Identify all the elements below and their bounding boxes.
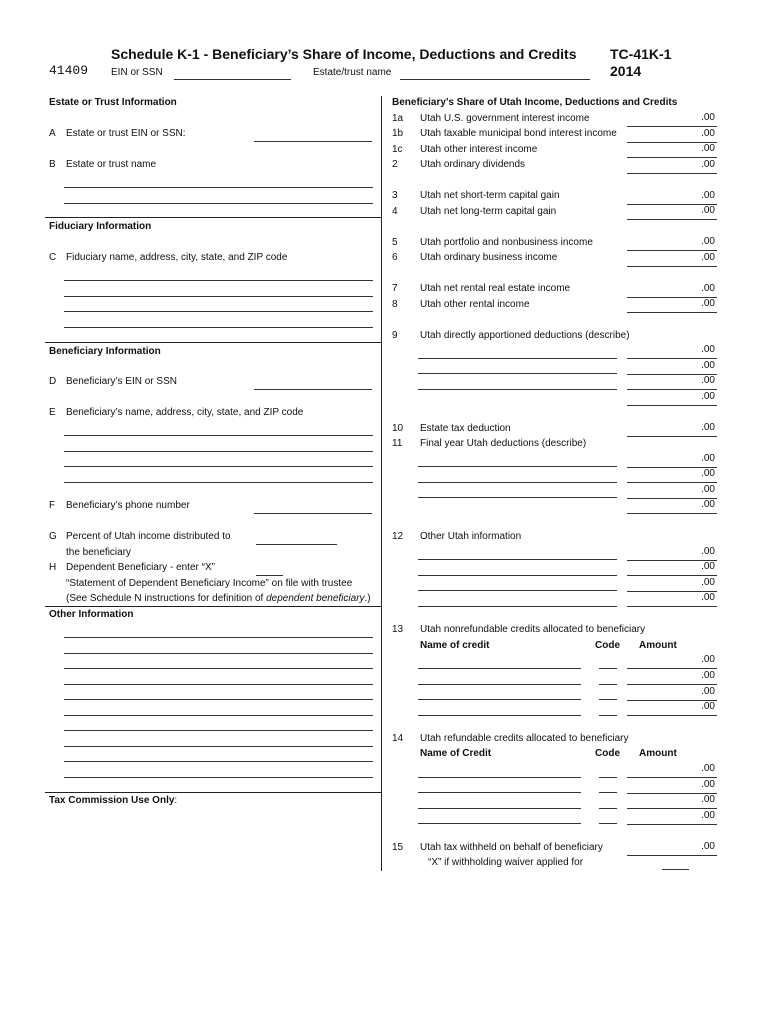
- line-8-label: Utah other rental income: [420, 299, 530, 310]
- item-a-label: Estate or trust EIN or SSN:: [66, 128, 186, 139]
- dependent-beneficiary-x-field[interactable]: [256, 575, 283, 576]
- fiduciary-section-heading: Fiduciary Information: [49, 221, 152, 232]
- line-11-amount-2[interactable]: .00: [627, 466, 717, 483]
- section-rule: [45, 792, 381, 793]
- line-9-number: 9: [392, 330, 398, 341]
- header-ein-label: EIN or SSN: [111, 67, 163, 78]
- line-12-desc-2[interactable]: [418, 575, 617, 576]
- line-9-amount-1[interactable]: .00: [627, 342, 717, 359]
- line-6-label: Utah ordinary business income: [420, 252, 558, 263]
- line-14-amount-1[interactable]: .00: [627, 761, 717, 778]
- utah-share-heading: Beneficiary’s Share of Utah Income, Deductions and Credits: [392, 97, 678, 108]
- line-1b-amount[interactable]: .00: [627, 126, 717, 143]
- item-d-label: Beneficiary’s EIN or SSN: [66, 376, 177, 387]
- item-e-letter: E: [49, 407, 56, 418]
- line-14-number: 14: [392, 733, 404, 744]
- line-14-code-2[interactable]: [599, 792, 617, 793]
- line-8-amount[interactable]: .00: [627, 296, 717, 313]
- estate-ein-field[interactable]: [254, 141, 372, 142]
- line-5-number: 5: [392, 237, 398, 248]
- line-14-code-4[interactable]: [599, 823, 617, 824]
- line-6-amount[interactable]: .00: [627, 250, 717, 267]
- line-14-name-3[interactable]: [418, 808, 581, 809]
- line-13-name-4[interactable]: [418, 715, 581, 716]
- line-13-code-3[interactable]: [599, 699, 617, 700]
- line-9-amount-2[interactable]: .00: [627, 358, 717, 375]
- estate-name-field-2[interactable]: [64, 203, 373, 204]
- beneficiary-address-field-4[interactable]: [64, 482, 373, 483]
- line-2-label: Utah ordinary dividends: [420, 159, 526, 170]
- item-c-label: Fiduciary name, address, city, state, and ZIP code: [66, 252, 288, 263]
- other-info-field-10[interactable]: [64, 777, 373, 778]
- line-11-amount-4[interactable]: .00: [627, 497, 717, 514]
- item-h-note: (See Schedule N instructions for definition of dependent beneficiary.): [66, 593, 371, 604]
- line-12-desc-1[interactable]: [418, 559, 617, 560]
- line-15-amount[interactable]: .00: [627, 839, 717, 856]
- line-9-amount-3[interactable]: .00: [627, 373, 717, 390]
- line-14-code-header: Code: [595, 748, 620, 759]
- line-12-amount-2[interactable]: .00: [627, 559, 717, 576]
- line-2-amount[interactable]: .00: [627, 157, 717, 174]
- line-13-label: Utah nonrefundable credits allocated to beneficiary: [420, 624, 646, 635]
- line-3-number: 3: [392, 190, 398, 201]
- line-14-code-3[interactable]: [599, 808, 617, 809]
- line-1a-amount[interactable]: .00: [627, 110, 717, 127]
- item-h-letter: H: [49, 562, 57, 573]
- line-13-code-header: Code: [595, 640, 620, 651]
- line-13-name-2[interactable]: [418, 684, 581, 685]
- line-1c-number: 1c: [392, 144, 403, 155]
- line-15-label: Utah tax withheld on behalf of beneficiary: [420, 842, 603, 853]
- line-1b-number: 1b: [392, 128, 404, 139]
- withholding-waiver-x-field[interactable]: [662, 869, 689, 870]
- other-info-field-1[interactable]: [64, 637, 373, 638]
- line-1a-label: Utah U.S. government interest income: [420, 113, 590, 124]
- line-14-name-1[interactable]: [418, 777, 581, 778]
- line-13-code-2[interactable]: [599, 684, 617, 685]
- line-11-desc-2[interactable]: [418, 482, 617, 483]
- beneficiary-address-field-3[interactable]: [64, 466, 373, 467]
- beneficiary-address-field-1[interactable]: [64, 435, 373, 436]
- beneficiary-address-field-2[interactable]: [64, 451, 373, 452]
- item-e-label: Beneficiary’s name, address, city, state, and ZIP code: [66, 407, 304, 418]
- line-13-name-3[interactable]: [418, 699, 581, 700]
- item-c-letter: C: [49, 252, 57, 263]
- line-2-number: 2: [392, 159, 398, 170]
- item-b-letter: B: [49, 159, 56, 170]
- line-13-name-header: Name of credit: [420, 640, 490, 651]
- item-g-label: Percent of Utah income distributed to: [66, 531, 231, 542]
- line-11-desc-1[interactable]: [418, 466, 617, 467]
- other-info-field-3[interactable]: [64, 668, 373, 669]
- line-13-amount-4[interactable]: .00: [627, 699, 717, 716]
- line-8-number: 8: [392, 299, 398, 310]
- beneficiary-section-heading: Beneficiary Information: [49, 346, 161, 357]
- line-14-code-1[interactable]: [599, 777, 617, 778]
- beneficiary-ein-field[interactable]: [254, 389, 372, 390]
- line-3-label: Utah net short-term capital gain: [420, 190, 560, 201]
- item-d-letter: D: [49, 376, 57, 387]
- line-13-code-4[interactable]: [599, 715, 617, 716]
- fiduciary-field-4[interactable]: [64, 327, 373, 328]
- item-b-label: Estate or trust name: [66, 159, 157, 170]
- line-3-amount[interactable]: .00: [627, 188, 717, 205]
- other-info-field-7[interactable]: [64, 730, 373, 731]
- line-13-number: 13: [392, 624, 404, 635]
- line-12-number: 12: [392, 531, 404, 542]
- line-12-desc-4[interactable]: [418, 606, 617, 607]
- line-7-label: Utah net rental real estate income: [420, 283, 571, 294]
- item-g-letter: G: [49, 531, 57, 542]
- form-title: Schedule K-1 - Beneficiary’s Share of Income, Deductions and Credits: [111, 46, 577, 62]
- line-7-amount[interactable]: .00: [627, 281, 717, 298]
- line-4-number: 4: [392, 206, 398, 217]
- section-rule: [45, 606, 381, 607]
- line-13-amount-header: Amount: [639, 640, 677, 651]
- header-estate-name-label: Estate/trust name: [313, 67, 392, 78]
- header-estate-name-field[interactable]: [400, 79, 590, 80]
- line-12-amount-1[interactable]: .00: [627, 544, 717, 561]
- line-1c-amount[interactable]: .00: [627, 141, 717, 158]
- line-1c-label: Utah other interest income: [420, 144, 538, 155]
- tax-commission-use-label: Tax Commission Use Only:: [49, 795, 178, 806]
- other-info-field-9[interactable]: [64, 761, 373, 762]
- other-info-field-5[interactable]: [64, 699, 373, 700]
- line-4-amount[interactable]: .00: [627, 203, 717, 220]
- line-12-amount-4[interactable]: .00: [627, 590, 717, 607]
- line-14-name-4[interactable]: [418, 823, 581, 824]
- line-14-name-2[interactable]: [418, 792, 581, 793]
- fiduciary-field-2[interactable]: [64, 296, 373, 297]
- line-14-amount-3[interactable]: .00: [627, 792, 717, 809]
- line-11-amount-1[interactable]: .00: [627, 451, 717, 468]
- line-14-amount-4[interactable]: .00: [627, 808, 717, 825]
- other-section-heading: Other Information: [49, 609, 134, 620]
- item-h-label: Dependent Beneficiary - enter “X”: [66, 562, 215, 573]
- center-divider: [381, 96, 382, 871]
- estate-name-field-1[interactable]: [64, 187, 373, 188]
- line-9-amount-4[interactable]: .00: [627, 389, 717, 406]
- other-info-field-8[interactable]: [64, 746, 373, 747]
- line-14-amount-2[interactable]: .00: [627, 777, 717, 794]
- line-13-code-1[interactable]: [599, 668, 617, 669]
- line-10-amount[interactable]: .00: [627, 420, 717, 437]
- other-info-field-2[interactable]: [64, 653, 373, 654]
- line-5-label: Utah portfolio and nonbusiness income: [420, 237, 593, 248]
- line-9-label: Utah directly apportioned deductions (describe): [420, 330, 630, 341]
- line-11-desc-3[interactable]: [418, 497, 617, 498]
- section-rule: [45, 217, 381, 218]
- line-7-number: 7: [392, 283, 398, 294]
- line-1b-label: Utah taxable municipal bond interest income: [420, 128, 617, 139]
- line-11-amount-3[interactable]: .00: [627, 482, 717, 499]
- beneficiary-phone-field[interactable]: [254, 513, 372, 514]
- other-info-field-4[interactable]: [64, 684, 373, 685]
- line-13-amount-2[interactable]: .00: [627, 668, 717, 685]
- line-10-label: Estate tax deduction: [420, 423, 511, 434]
- line-14-name-header: Name of Credit: [420, 748, 492, 759]
- fiduciary-field-3[interactable]: [64, 311, 373, 312]
- percent-distributed-field[interactable]: [256, 544, 337, 545]
- line-11-label: Final year Utah deductions (describe): [420, 438, 587, 449]
- form-year: 2014: [610, 63, 642, 79]
- line-6-number: 6: [392, 252, 398, 263]
- line-13-amount-1[interactable]: .00: [627, 652, 717, 669]
- item-h-label-cont: “Statement of Dependent Beneficiary Income” on file with trustee: [66, 578, 353, 589]
- line-15-number: 15: [392, 842, 404, 853]
- item-g-label-cont: the beneficiary: [66, 547, 132, 558]
- line-1a-number: 1a: [392, 113, 404, 124]
- line-5-amount[interactable]: .00: [627, 234, 717, 251]
- section-rule: [45, 342, 381, 343]
- estate-section-heading: Estate or Trust Information: [49, 97, 177, 108]
- line-9-desc-1[interactable]: [418, 358, 617, 359]
- line-13-amount-3[interactable]: .00: [627, 684, 717, 701]
- line-12-desc-3[interactable]: [418, 590, 617, 591]
- line-11-number: 11: [392, 438, 403, 449]
- line-13-name-1[interactable]: [418, 668, 581, 669]
- line-14-amount-header: Amount: [639, 748, 677, 759]
- line-12-amount-3[interactable]: .00: [627, 575, 717, 592]
- form-number: TC-41K-1: [610, 46, 672, 62]
- fiduciary-field-1[interactable]: [64, 280, 373, 281]
- line-10-number: 10: [392, 423, 404, 434]
- item-f-letter: F: [49, 500, 56, 511]
- line-15-waiver-label: “X” if withholding waiver applied for: [428, 857, 584, 868]
- item-a-letter: A: [49, 128, 56, 139]
- item-f-label: Beneficiary’s phone number: [66, 500, 190, 511]
- line-12-label: Other Utah information: [420, 531, 522, 542]
- header-ein-field[interactable]: [174, 79, 291, 80]
- other-info-field-6[interactable]: [64, 715, 373, 716]
- line-9-desc-2[interactable]: [418, 373, 617, 374]
- line-14-label: Utah refundable credits allocated to beneficiary: [420, 733, 629, 744]
- line-9-desc-3[interactable]: [418, 389, 617, 390]
- form-code: 41409: [49, 63, 89, 78]
- line-4-label: Utah net long-term capital gain: [420, 206, 557, 217]
